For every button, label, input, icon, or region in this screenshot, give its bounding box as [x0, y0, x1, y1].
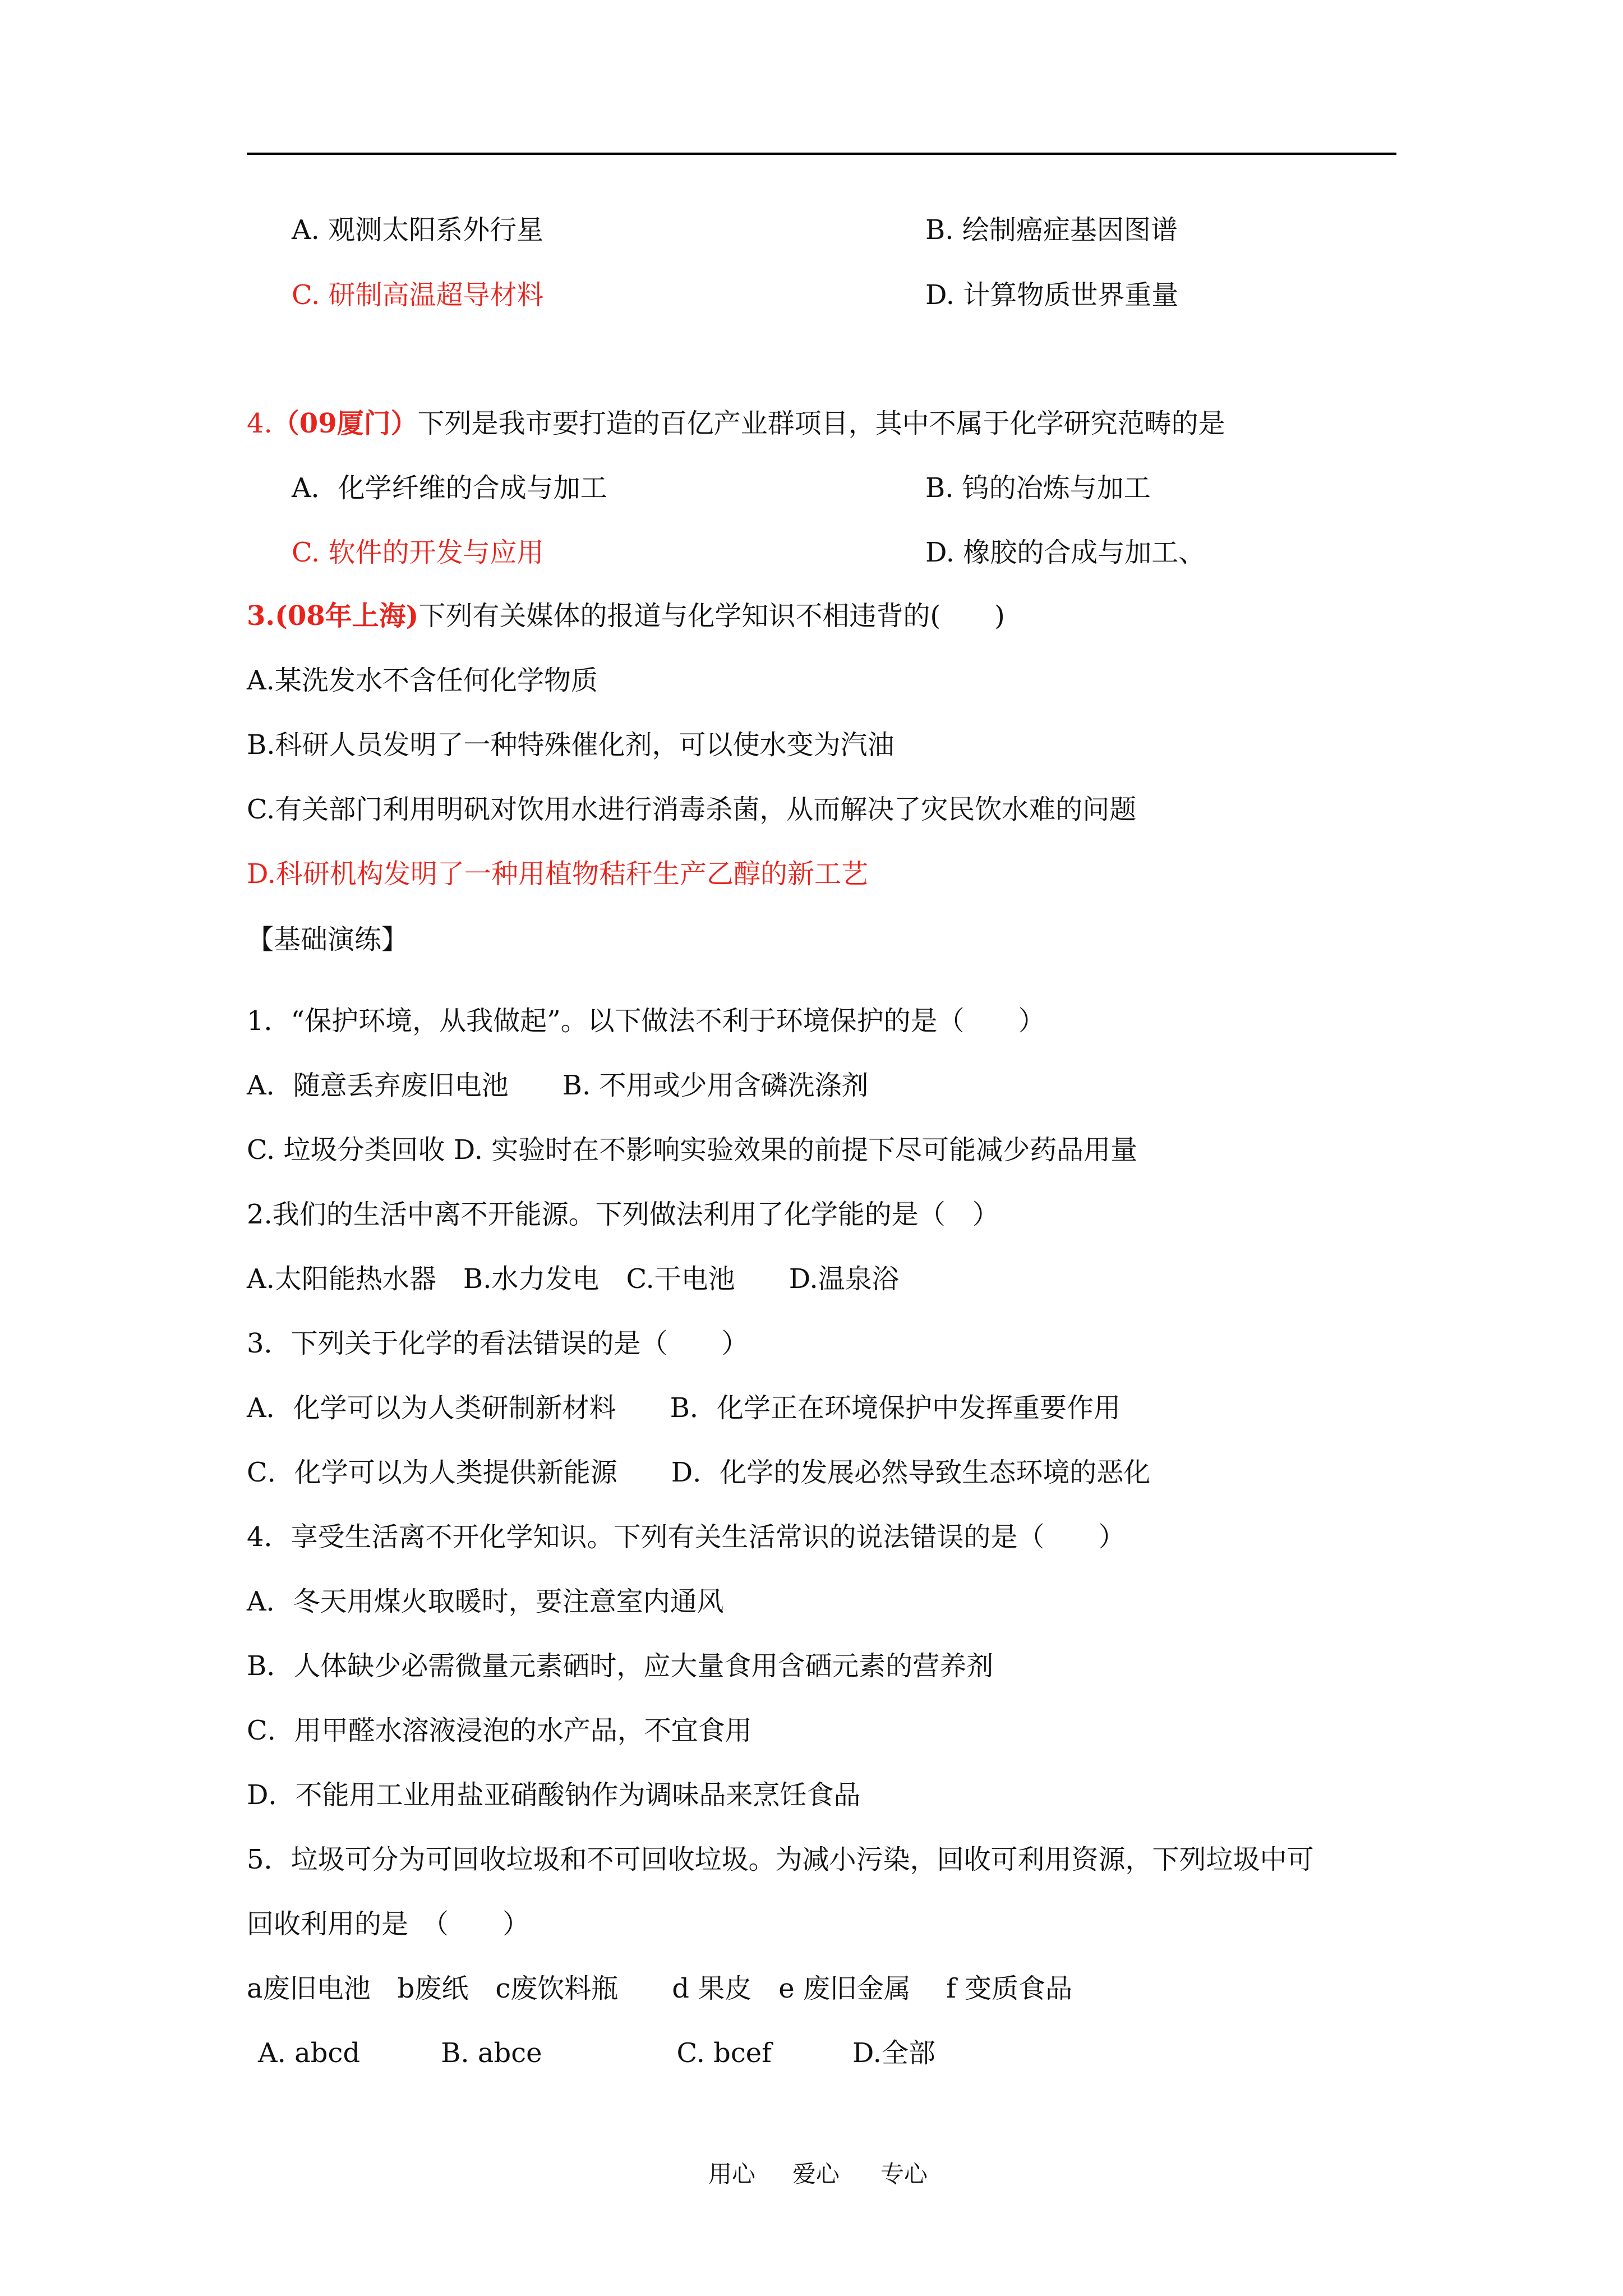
question-3-heading	[247, 599, 1005, 633]
practice-q3-text: 3．下列关于化学的看法错误的是（ ）	[247, 1328, 749, 1359]
practice-q3-options-cd: C．化学可以为人类提供新能源 D．化学的发展必然导致生态环境的恶化	[247, 1457, 1151, 1488]
practice-q4-option-d: D．不能用工业用盐亚硝酸钠作为调味品来烹饪食品	[247, 1779, 861, 1811]
practice-q5-text-line2: 回收利用的是 （ ）	[247, 1908, 530, 1940]
q3-option-d-answer: D.科研机构发明了一种用植物秸秆生产乙醇的新工艺	[247, 858, 869, 890]
practice-q1-options-cd: C. 垃圾分类回收 D. 实验时在不影响实验效果的前提下尽可能减少药品用量	[247, 1134, 1138, 1166]
q3-option-b: B.科研人员发明了一种特殊催化剂，可以使水变为汽油	[247, 729, 895, 761]
practice-q2-text: 2.我们的生活中离不开能源。下列做法利用了化学能的是（ ）	[247, 1199, 999, 1230]
practice-q5-options: A. abcd B. abce C. bcef D.全部	[258, 2037, 935, 2069]
q4-option-d: D. 橡胶的合成与加工、	[925, 537, 1206, 568]
practice-q1-options-ab: A．随意丢弃废旧电池 B. 不用或少用含磷洗涤剂	[247, 1070, 869, 1101]
question-source: (08年上海)	[275, 600, 419, 632]
practice-q3-options-ab: A．化学可以为人类研制新材料 B．化学正在环境保护中发挥重要作用	[247, 1392, 1121, 1424]
option-d: D. 计算物质世界重量	[925, 279, 1179, 311]
footer-word-1: 用心	[708, 2160, 756, 2188]
question-text: 下列是我市要打造的百亿产业群项目，其中不属于化学研究范畴的是	[417, 408, 1225, 439]
q3-option-a: A.某洗发水不含任何化学物质	[247, 665, 598, 696]
footer-word-2: 爱心	[792, 2160, 840, 2188]
practice-q4-text: 4．享受生活离不开化学知识。下列有关生活常识的说法错误的是（ ）	[247, 1521, 1126, 1553]
header-rule	[247, 153, 1396, 155]
question-4-heading	[247, 407, 1225, 440]
practice-q4-option-a: A．冬天用煤火取暖时，要注意室内通风	[247, 1586, 724, 1617]
footer-word-3: 专心	[880, 2160, 928, 2188]
q3-option-c: C.有关部门利用明矾对饮用水进行消毒杀菌，从而解决了灾民饮水难的问题	[247, 794, 1137, 825]
q4-option-b: B. 钨的冶炼与加工	[925, 472, 1151, 504]
practice-q4-option-b: B．人体缺少必需微量元素硒时，应大量食用含硒元素的营养剂	[247, 1650, 994, 1682]
section-heading: 【基础演练】	[247, 924, 409, 955]
question-number: 4.	[247, 408, 273, 439]
q4-option-a: A．化学纤维的合成与加工	[292, 472, 607, 504]
option-a: A. 观测太阳系外行星	[292, 214, 544, 246]
practice-q1-text: 1．“保护环境，从我做起”。以下做法不利于环境保护的是（ ）	[247, 1005, 1045, 1037]
q4-option-c-answer: C. 软件的开发与应用	[292, 537, 544, 568]
practice-q2-options: A.太阳能热水器 B.水力发电 C.干电池 D.温泉浴	[247, 1263, 899, 1295]
option-c-answer: C. 研制高温超导材料	[292, 279, 544, 311]
question-source: （09厦门）	[272, 408, 418, 439]
practice-q5-text-line1: 5．垃圾可分为可回收垃圾和不可回收垃圾。为减小污染，回收可利用资源，下列垃圾中可	[247, 1844, 1314, 1875]
question-number: 3.	[247, 600, 275, 632]
practice-q5-items: a废旧电池 b废纸 c废饮料瓶 d 果皮 e 废旧金属 f 变质食品	[247, 1973, 1073, 2004]
practice-q4-option-c: C．用甲醛水溶液浸泡的水产品，不宜食用	[247, 1715, 752, 1746]
question-text: 下列有关媒体的报道与化学知识不相违背的( )	[418, 600, 1005, 632]
option-b: B. 绘制癌症基因图谱	[925, 214, 1178, 246]
